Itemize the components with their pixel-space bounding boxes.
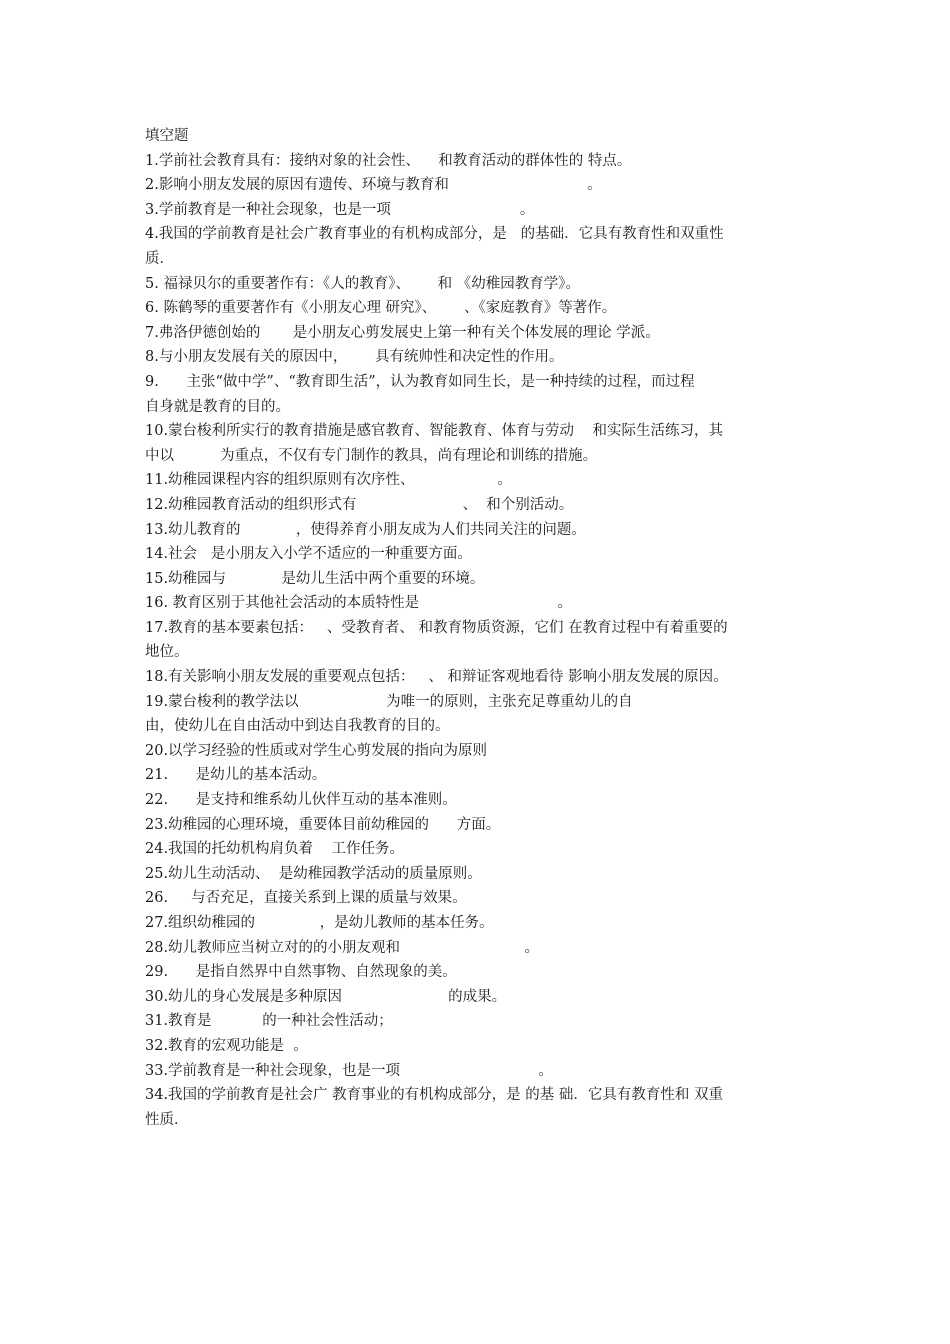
question-line: 2.影响小朋友发展的原因有遗传、环境与教育和 。 xyxy=(145,177,602,194)
question-line: 7.弗洛伊德创始的 是小朋友心剪发展史上第一种有关个体发展的理论 学派。 xyxy=(145,324,660,341)
question-line: 10.蒙台梭利所实行的教育措施是感官教育、智能教育、体育与劳动 和实际生活练习，其 xyxy=(145,423,723,440)
question-line: 中以 为重点，不仅有专门制作的教具，尚有理论和训练的措施。 xyxy=(145,447,598,464)
question-line: 28.幼儿教师应当树立对的的小朋友观和 。 xyxy=(145,939,540,956)
question-line: 34.我国的学前教育是社会广 教育事业的有机构成部分，是 的基 础．它具有教育性和 双重 xyxy=(145,1087,723,1104)
question-line: 17.教育的基本要素包括： 、受教育者、 和教育物质资源，它们 在教育过程中有着重要的 xyxy=(145,619,728,636)
question-line: 30.幼儿的身心发展是多种原因 的成果。 xyxy=(145,988,507,1005)
question-line: 地位。 xyxy=(145,644,189,661)
question-line: 6. 陈鹤琴的重要著作有《小朋友心理 研究》、 、《家庭教育》等著作。 xyxy=(145,300,617,317)
question-line: 25.幼儿生动活动、 是幼稚园教学活动的质量原则。 xyxy=(145,865,482,882)
page-title: 填空题 xyxy=(145,128,189,144)
question-line: 由，使幼儿在自由活动中到达自我教育的目的。 xyxy=(145,718,450,735)
question-line: 1.学前社会教育具有：接纳对象的社会性、 和教育活动的群体性的 特点。 xyxy=(145,152,632,169)
document-page xyxy=(145,124,810,1132)
question-line: 18.有关影响小朋友发展的重要观点包括： 、 和辩证客观地看待 影响小朋友发展的原因。 xyxy=(145,669,728,686)
question-line: 20.以学习经验的性质或对学生心剪发展的指向为原则 xyxy=(145,742,488,759)
fill-in-blank-list xyxy=(145,149,810,1133)
question-line: 26. 与否充足，直接关系到上课的质量与效果。 xyxy=(145,890,467,907)
question-line: 质． xyxy=(145,250,174,267)
question-line: 4.我国的学前教育是社会广教育事业的有机构成部分，是 的基础．它具有教育性和双重性 xyxy=(145,226,724,243)
question-line: 32.教育的宏观功能是 。 xyxy=(145,1037,308,1054)
question-line: 27.组织幼稚园的 ，是幼儿教师的基本任务。 xyxy=(145,915,494,931)
question-line: 自身就是教育的目的。 xyxy=(145,398,290,415)
question-line: 13.幼儿教育的 ，使得养育小朋友成为人们共同关注的问题。 xyxy=(145,521,586,538)
question-line: 9. 主张“做中学”、“教育即生活”，认为教育如同生长，是一种持续的过程，而过程 xyxy=(145,373,695,390)
question-line: 15.幼稚园与 是幼儿生活中两个重要的环境。 xyxy=(145,570,485,587)
question-line: 16. 教育区别于其他社会活动的本质特性是 。 xyxy=(145,595,572,612)
question-line: 21. 是幼儿的基本活动。 xyxy=(145,767,327,784)
question-line: 14.社会 是小朋友入小学不适应的一种重要方面。 xyxy=(145,546,472,563)
question-line: 23.幼稚园的心理环境，重要体目前幼稚园的 方面。 xyxy=(145,816,501,833)
question-line: 性质． xyxy=(145,1111,189,1128)
question-line: 33.学前教育是一种社会现象，也是一项 。 xyxy=(145,1062,553,1079)
question-line: 31.教育是 的一种社会性活动； xyxy=(145,1013,393,1030)
question-line: 22. 是支持和维系幼儿伙伴互动的基本准则。 xyxy=(145,792,457,809)
question-line: 12.幼稚园教育活动的组织形式有 、 和个别活动。 xyxy=(145,496,574,513)
question-line: 5. 福禄贝尔的重要著作有：《人的教育》、 和 《幼稚园教育学》。 xyxy=(145,275,580,292)
question-line: 29. 是指自然界中自然事物、自然现象的美。 xyxy=(145,964,457,981)
question-line: 11.幼稚园课程内容的组织原则有次序性、 。 xyxy=(145,472,513,489)
question-line: 8.与小朋友发展有关的原因中， 具有统帅性和决定性的作用。 xyxy=(145,349,564,366)
question-line: 3.学前教育是一种社会现象，也是一项 。 xyxy=(145,201,535,218)
question-line: 24.我国的托幼机构肩负着 工作任务。 xyxy=(145,841,404,858)
question-line: 19.蒙台梭利的教学法以 为唯一的原则，主张充足尊重幼儿的自 xyxy=(145,693,633,710)
